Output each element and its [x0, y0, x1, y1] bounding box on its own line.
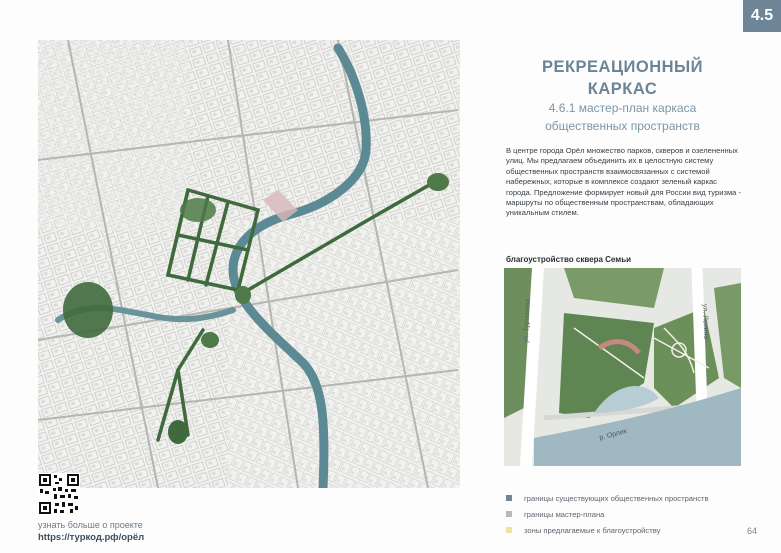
- legend-swatch-existing: [506, 495, 512, 501]
- page-number: 64: [747, 526, 758, 536]
- city-master-plan-map: [38, 40, 460, 488]
- title-line-1: РЕКРЕАЦИОННЫЙ: [541, 58, 704, 76]
- map-graphic: [38, 40, 460, 488]
- legend-item-master-plan: [506, 507, 766, 521]
- legend-swatch-proposed: [506, 527, 512, 533]
- more-about-project-label: узнать больше о проекте: [38, 520, 143, 530]
- subtitle-line-2: общественных пространств: [545, 119, 700, 133]
- legend-item-proposed-zones: [506, 523, 766, 537]
- legend-text: зоны предлагаемые к благоустройству: [524, 525, 661, 535]
- qr-code-graphic: [38, 473, 80, 515]
- street-label-turgeneva: ул. Тургенева: [523, 298, 532, 344]
- inset-map-graphic: [504, 268, 741, 466]
- square-improvement-map: [504, 268, 741, 466]
- subtitle-line-1: 4.6.1 мастер-план каркаса: [548, 101, 697, 115]
- inset-title: благоустройство сквера Семьи: [506, 255, 632, 264]
- legend: [506, 491, 766, 539]
- description-paragraph: В центре города Орёл множество парков, скверов и озелененных улиц. Мы предлагаем объединить их в целостную систему общественных пространств взаимосвязанных с системой набережных, которые в комплексе создают зеленый каркас города. Предложение формирует новый для России вид туризма - маршруты по общественным пространствам, обладающих уникальным стилем.: [506, 146, 742, 218]
- legend-text: границы мастер-плана: [524, 509, 605, 519]
- river-label-orlik: р. Орлик: [598, 427, 628, 442]
- legend-item-existing-spaces: [506, 491, 766, 505]
- legend-swatch-master-plan: [506, 511, 512, 517]
- page-subtitle: [500, 99, 745, 135]
- street-label-lenina: ул. Ленина: [701, 303, 710, 340]
- section-badge: 4.5: [743, 0, 781, 32]
- project-link[interactable]: https://туркод.рф/орёл: [38, 532, 145, 543]
- qr-code[interactable]: [38, 473, 80, 515]
- page-title: [500, 56, 745, 100]
- legend-text: границы существующих общественных пространств: [524, 493, 709, 503]
- title-line-2: КАРКАС: [587, 80, 658, 98]
